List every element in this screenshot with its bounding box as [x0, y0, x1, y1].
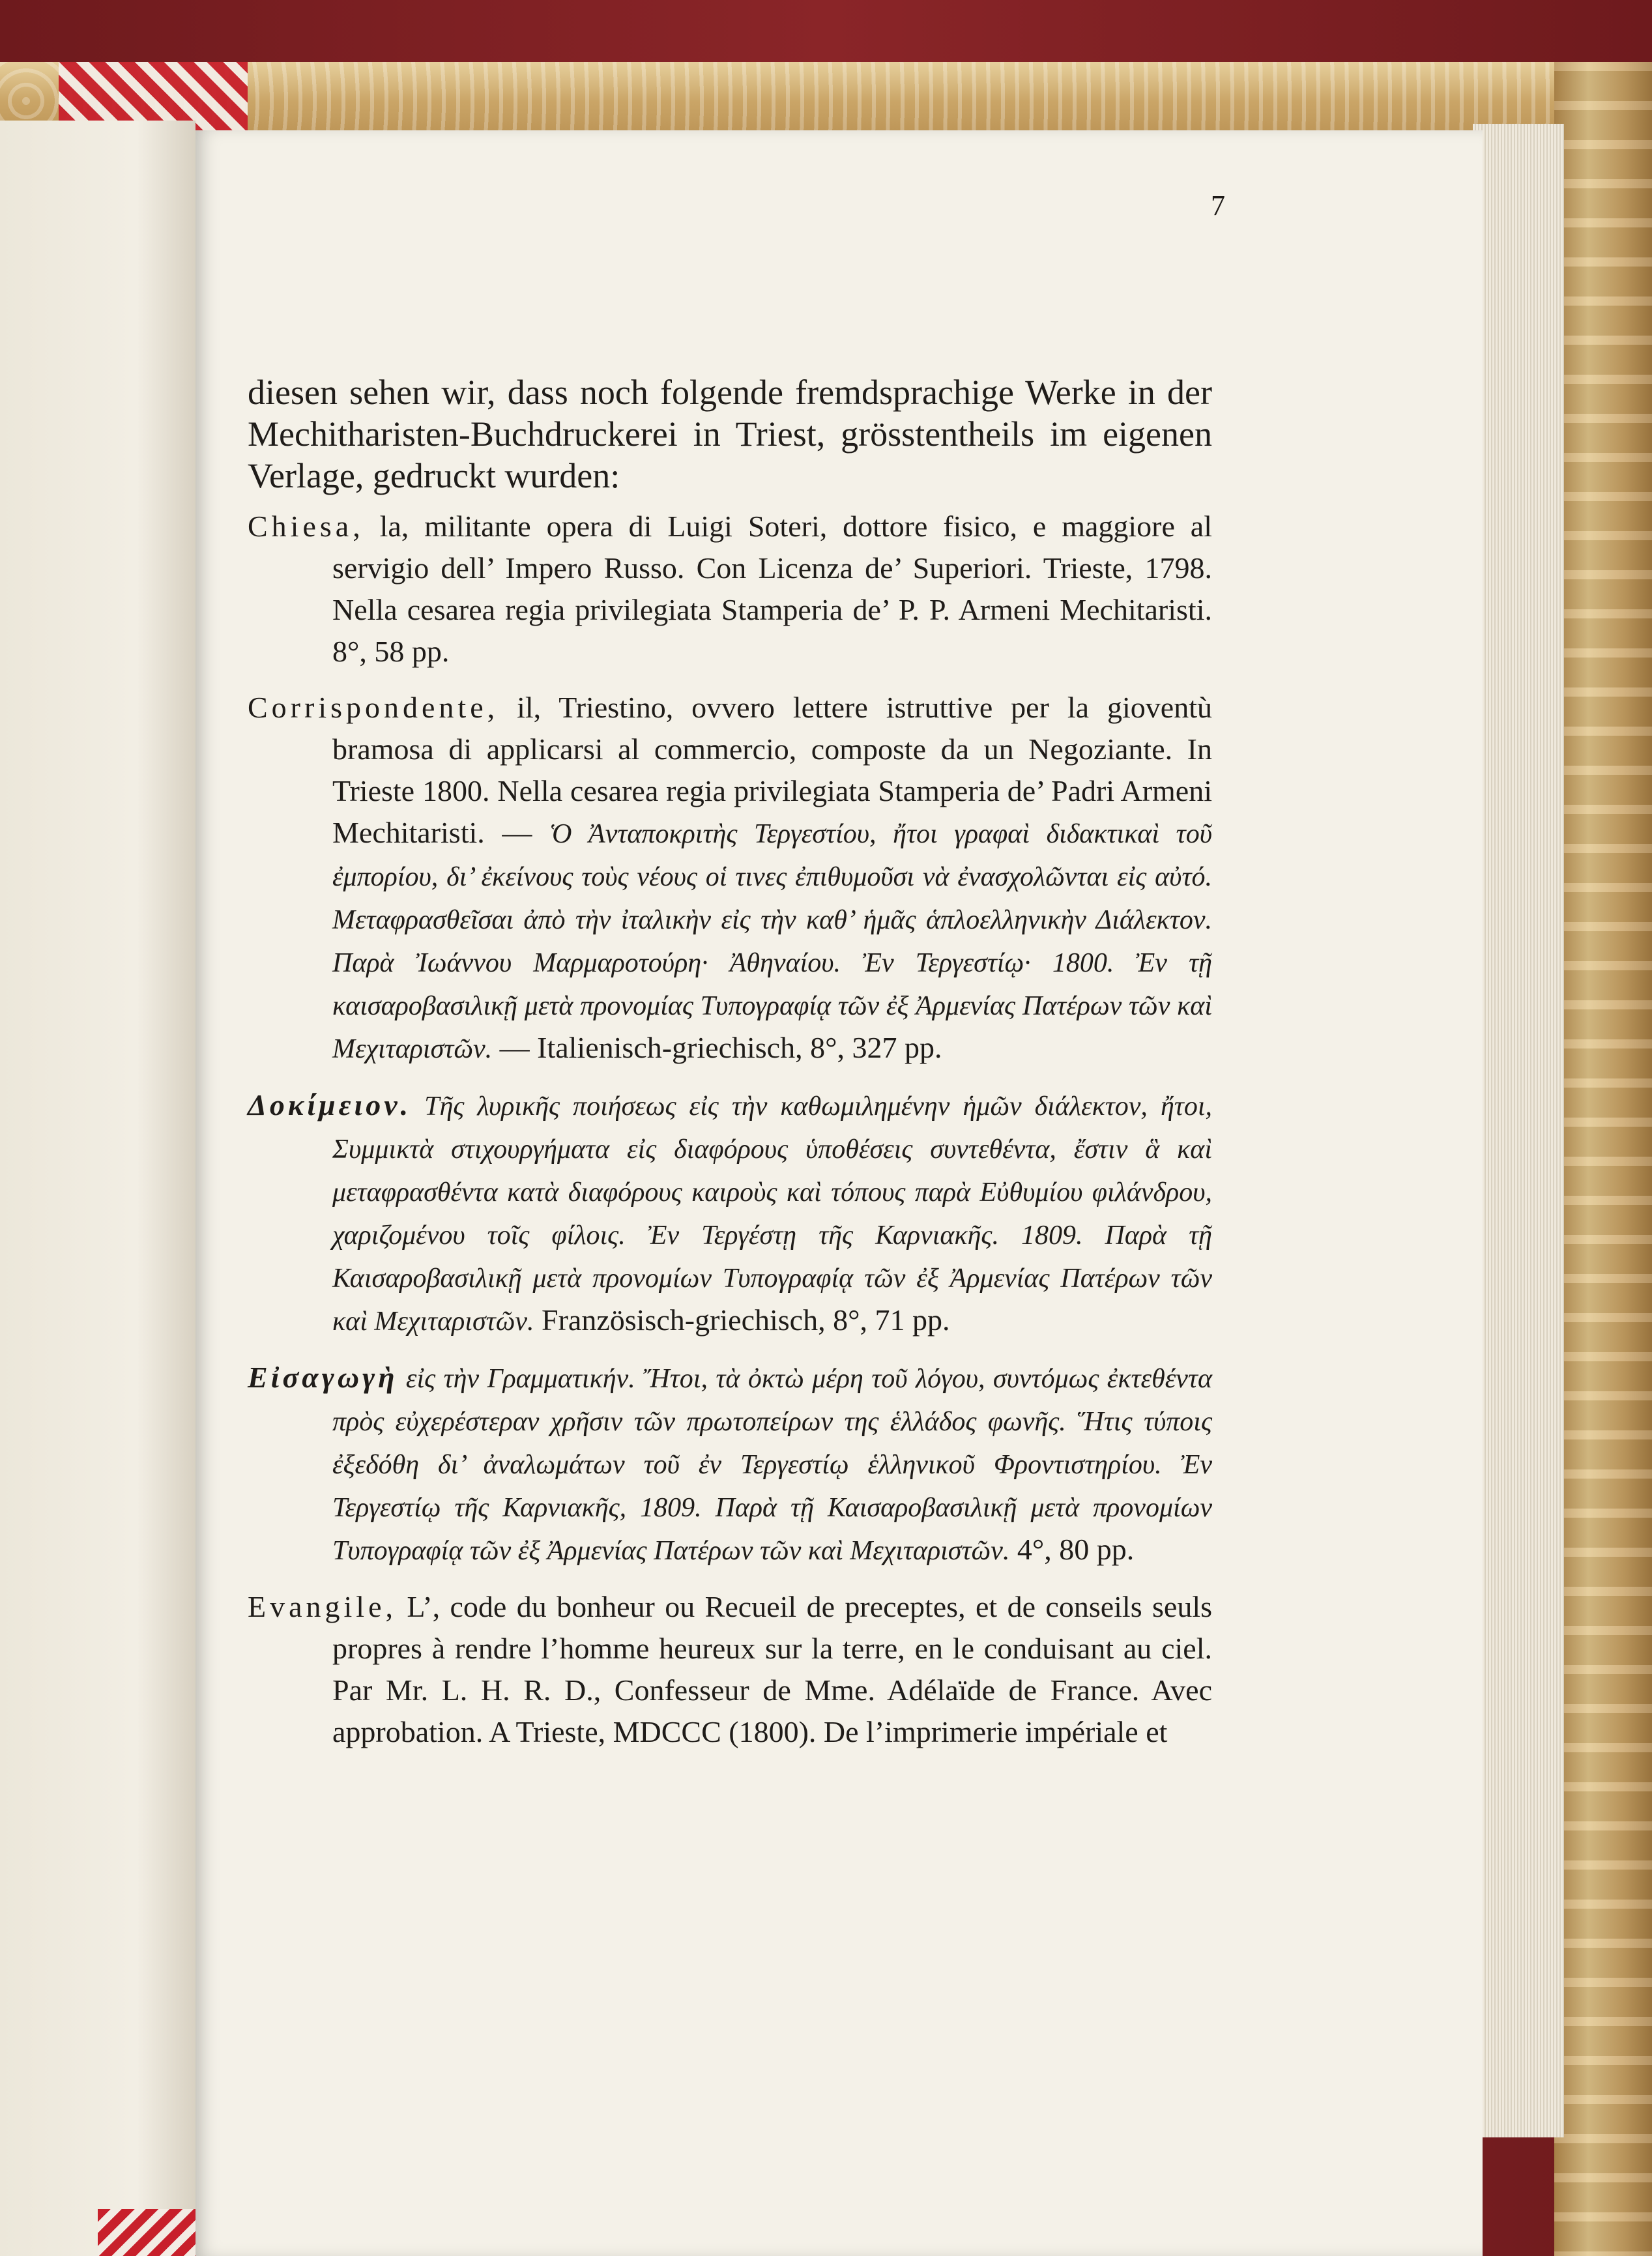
bibliography-entry — [248, 1586, 1212, 1753]
entry-format: — Italienisch-griechisch, 8°, 327 pp. — [492, 1031, 942, 1064]
bibliography-entry — [248, 687, 1212, 1070]
entry-text: la, militante opera di Luigi Soteri, dottore fisico, e maggiore al servigio dell’ Impero Russo. Con Licenza de’ Superiori. Trieste, 1798. Nella cesarea regia privilegiata Stamperia de’ P. P. Armeni Mechitaristi. 8°, 58 pp. — [332, 510, 1212, 668]
left-page-edge — [0, 121, 196, 2256]
bibliography-entry — [248, 1084, 1212, 1342]
page-number: 7 — [1211, 190, 1225, 222]
entry-head: Εἰσαγωγὴ — [248, 1361, 398, 1394]
intro-paragraph: diesen sehen wir, dass noch folgende fremdsprachige Werke in der Mechitharisten-Buchdruckerei in Triest, grösstentheils im eigenen Verlage, gedruckt wurden: — [248, 373, 1212, 495]
bibliography-entry — [248, 506, 1212, 672]
bibliography-entry — [248, 1357, 1212, 1572]
entry-greek-title: Ὁ Ἀνταποκριτὴς Τεργεστίου, ἤτοι γραφαὶ διδακτικαὶ τοῦ ἐμπορίου, δι’ ἐκείνους τοὺς νέους οἱ τινες ἐπιθυμοῦσι νὰ ἐνασχολῶνται εἰς αὐτό. Μεταφρασθεῖσαι ἀπὸ τὴν ἰταλικὴν εἰς τὴν καθ’ ἡμᾶς ἁπλοελληνικὴν Διάλεκτον. Παρὰ Ἰωάννου Μαρμαροτούρη· Ἀθηναίου. Ἐν Τεργεστίῳ· 1800. Ἐν τῇ καισαροβασιλικῇ μετὰ προνομίας Τυπογραφίᾳ τῶν ἐξ Ἀρμενίας Πατέρων τῶν καὶ Μεχιταριστῶν. — [332, 819, 1212, 1064]
entry-format: Französisch-griechisch, 8°, 71 pp. — [534, 1303, 950, 1337]
entry-head: Corrispondente, — [248, 691, 499, 724]
entry-text: il, Triestino, ovvero lettere istruttive per la gioventù bramosa di applicarsi al commercio, composte da un Negoziante. In Trieste 1800. Nella cesarea regia privilegiata Stamperia de’ Padri Armeni Mechitaristi. — — [332, 691, 1212, 849]
entry-text: L’, code du bonheur ou Recueil de preceptes, et de conseils seuls propres à rendre l’homme heureux sur la terre, en le conduisant au ciel. Par Mr. L. H. R. D., Confesseur de Mme. Adélaïde de France. Avec approbation. A Trieste, MDCCC (1800). De l’imprimerie impériale et — [332, 1590, 1212, 1748]
entry-head: Δοκίμειον. — [248, 1088, 412, 1121]
entry-head: Evangile, — [248, 1590, 397, 1623]
entry-format: 4°, 80 pp. — [1009, 1533, 1135, 1566]
bookmark-ribbon-bottom — [98, 2209, 196, 2256]
gilt-right-edge — [1554, 62, 1652, 2256]
entry-greek-title: εἰς τὴν Γραμματικήν. Ἤτοι, τὰ ὀκτὼ μέρη τοῦ λόγου, συντόμως ἐκτεθέντα πρὸς εὐχερέστεραν χρῆσιν τῶν πρωτοπείρων της ἑλλάδος φωνῆς. Ἥτις τύποις ἐξεδόθη δι’ ἀναλωμάτων τοῦ ἐν Τεργεστίῳ ἑλληνικοῦ Φροντιστηρίου. Ἐν Τεργεστίῳ τῆς Καρνιακῆς, 1809. Παρὰ τῇ Καισαροβασιλικῇ μετὰ προνομίων Τυπογραφίᾳ τῶν ἐξ Ἀρμενίας Πατέρων τῶν καὶ Μεχιταριστῶν. — [332, 1364, 1212, 1566]
entry-greek-title: Τῆς λυρικῆς ποιήσεως εἰς τὴν καθωμιλημένην ἡμῶν διάλεκτον, ἤτοι, Συμμικτὰ στιχουργήματα εἰς διαφόρους ὑποθέσεις συντεθέντα, ἔστιν ἃ καὶ μεταφρασθέντα κατὰ διαφόρους καιροὺς καὶ τόπους παρὰ Εὐθυμίου φιλάνδρου, χαριζομένου τοῖς φίλοις. Ἐν Τεργέστῃ τῆς Καρνιακῆς. 1809. Παρὰ τῇ Καισαροβασιλικῇ μετὰ προνομίων Τυπογραφίᾳ τῶν ἐξ Ἀρμενίας Πατέρων τῶν καὶ Μεχιταριστῶν. — [332, 1092, 1212, 1337]
page-text — [248, 371, 1212, 1767]
page-fore-edge — [1473, 124, 1564, 2137]
entry-head: Chiesa, — [248, 510, 364, 543]
